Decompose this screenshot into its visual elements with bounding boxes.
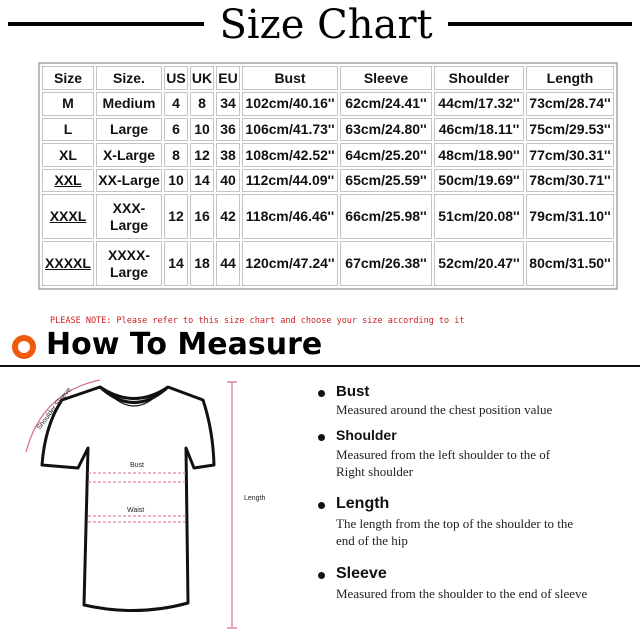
- cell-uk: 10: [190, 118, 214, 142]
- cell-bust: 102cm/40.16'': [242, 92, 338, 116]
- cell-bust: 120cm/47.24'': [242, 241, 338, 286]
- col-header-uk: UK: [190, 66, 214, 90]
- measure-item-sleeve: [312, 565, 632, 625]
- measure-title-shoulder: Shoulder: [336, 427, 397, 443]
- col-header-eu: EU: [216, 66, 240, 90]
- col-header-sleeve: Sleeve: [340, 66, 432, 90]
- cell-sleeve: 67cm/26.38'': [340, 241, 432, 286]
- cell-uk: 18: [190, 241, 214, 286]
- col-header-us: US: [164, 66, 188, 90]
- tshirt-outline-icon: [0, 370, 300, 640]
- table-header-row: [42, 66, 614, 90]
- cell-shoulder: 50cm/19.69'': [434, 169, 524, 193]
- cell-eu: 42: [216, 194, 240, 239]
- table-row: [42, 169, 614, 193]
- cell-sleeve: 63cm/24.80'': [340, 118, 432, 142]
- col-header-shoulder: Shoulder: [434, 66, 524, 90]
- table-row: [42, 118, 614, 142]
- tshirt-diagram: [0, 370, 300, 640]
- cell-bust: 112cm/44.09'': [242, 169, 338, 193]
- cell-uk: 12: [190, 143, 214, 167]
- col-header-bust: Bust: [242, 66, 338, 90]
- cell-length: 80cm/31.50'': [526, 241, 614, 286]
- cell-shoulder: 44cm/17.32'': [434, 92, 524, 116]
- header-rule-left: [8, 22, 204, 26]
- cell-sleeve: 64cm/25.20'': [340, 143, 432, 167]
- measure-title-bust: Bust: [336, 383, 370, 400]
- cell-uk: 14: [190, 169, 214, 193]
- cell-length: 73cm/28.74'': [526, 92, 614, 116]
- cell-uk: 16: [190, 194, 214, 239]
- cell-eu: 34: [216, 92, 240, 116]
- bust-label: Bust: [130, 462, 145, 469]
- cell-eu: 44: [216, 241, 240, 286]
- cell-us: 4: [164, 92, 188, 116]
- page-title: Size Chart: [219, 2, 433, 48]
- cell-us: 14: [164, 241, 188, 286]
- table-body: [42, 92, 614, 286]
- cell-bust: 106cm/41.73'': [242, 118, 338, 142]
- cell-size: XXXXL: [42, 241, 94, 286]
- size-chart-header: [0, 0, 640, 56]
- cell-sleeve: 62cm/24.41'': [340, 92, 432, 116]
- bullet-icon: [318, 502, 325, 509]
- cell-shoulder: 46cm/18.11'': [434, 118, 524, 142]
- cell-uk: 8: [190, 92, 214, 116]
- size-table: [38, 62, 618, 290]
- cell-eu: 40: [216, 169, 240, 193]
- cell-shoulder: 51cm/20.08'': [434, 194, 524, 239]
- measure-item-length: [312, 495, 632, 555]
- cell-eu: 36: [216, 118, 240, 142]
- size-note: PLEASE NOTE: Please refer to this size chart and choose your size according to it: [50, 316, 465, 326]
- cell-bust: 118cm/46.46'': [242, 194, 338, 239]
- cell-size: L: [42, 118, 94, 142]
- cell-us: 10: [164, 169, 188, 193]
- cell-sleeve: 66cm/25.98'': [340, 194, 432, 239]
- bullet-icon: [318, 390, 325, 397]
- cell-shoulder: 48cm/18.90'': [434, 143, 524, 167]
- cell-size: XXL: [42, 169, 94, 193]
- cell-us: 6: [164, 118, 188, 142]
- cell-size-name: X-Large: [96, 143, 162, 167]
- cell-eu: 38: [216, 143, 240, 167]
- measure-desc-shoulder: Measured from the left shoulder to the of Right shoulder: [336, 447, 551, 479]
- measure-item-bust: [312, 383, 632, 423]
- measure-desc-bust: Measured around the chest position value: [336, 402, 553, 417]
- table-row: [42, 92, 614, 116]
- cell-size: M: [42, 92, 94, 116]
- cell-bust: 108cm/42.52'': [242, 143, 338, 167]
- cell-sleeve: 65cm/25.59'': [340, 169, 432, 193]
- cell-length: 77cm/30.31'': [526, 143, 614, 167]
- cell-size-name: Medium: [96, 92, 162, 116]
- table-row: [42, 143, 614, 167]
- section-divider: [0, 365, 640, 367]
- waist-label: Waist: [127, 507, 145, 514]
- table-row: [42, 194, 614, 239]
- col-header-size: Size: [42, 66, 94, 90]
- measure-desc-sleeve: Measured from the shoulder to the end of sleeve: [336, 586, 588, 601]
- measure-title-length: Length: [336, 495, 390, 512]
- col-header-size-name: Size.: [96, 66, 162, 90]
- cell-size: XL: [42, 143, 94, 167]
- table-row: [42, 241, 614, 286]
- cell-size-name: Large: [96, 118, 162, 142]
- cell-shoulder: 52cm/20.47'': [434, 241, 524, 286]
- how-to-measure-title: How To Measure: [46, 327, 323, 362]
- cell-size-name: XXX-Large: [96, 194, 162, 239]
- cell-us: 8: [164, 143, 188, 167]
- cell-length: 75cm/29.53'': [526, 118, 614, 142]
- cell-size-name: XXXX-Large: [96, 241, 162, 286]
- col-header-length: Length: [526, 66, 614, 90]
- cell-length: 78cm/30.71'': [526, 169, 614, 193]
- cell-us: 12: [164, 194, 188, 239]
- header-rule-right: [448, 22, 632, 26]
- length-label: Length: [244, 495, 266, 502]
- measure-desc-length: The length from the top of the shoulder to the end of the hip: [336, 516, 574, 548]
- bullet-icon: [318, 434, 325, 441]
- orange-ring-icon: [12, 335, 36, 359]
- cell-length: 79cm/31.10'': [526, 194, 614, 239]
- bullet-icon: [318, 572, 325, 579]
- measure-item-shoulder: [312, 427, 632, 483]
- shoulder-sleeve-label: Shoulder Sleeve: [35, 386, 73, 432]
- cell-size-name: XX-Large: [96, 169, 162, 193]
- cell-size: XXXL: [42, 194, 94, 239]
- measure-title-sleeve: Sleeve: [336, 565, 387, 582]
